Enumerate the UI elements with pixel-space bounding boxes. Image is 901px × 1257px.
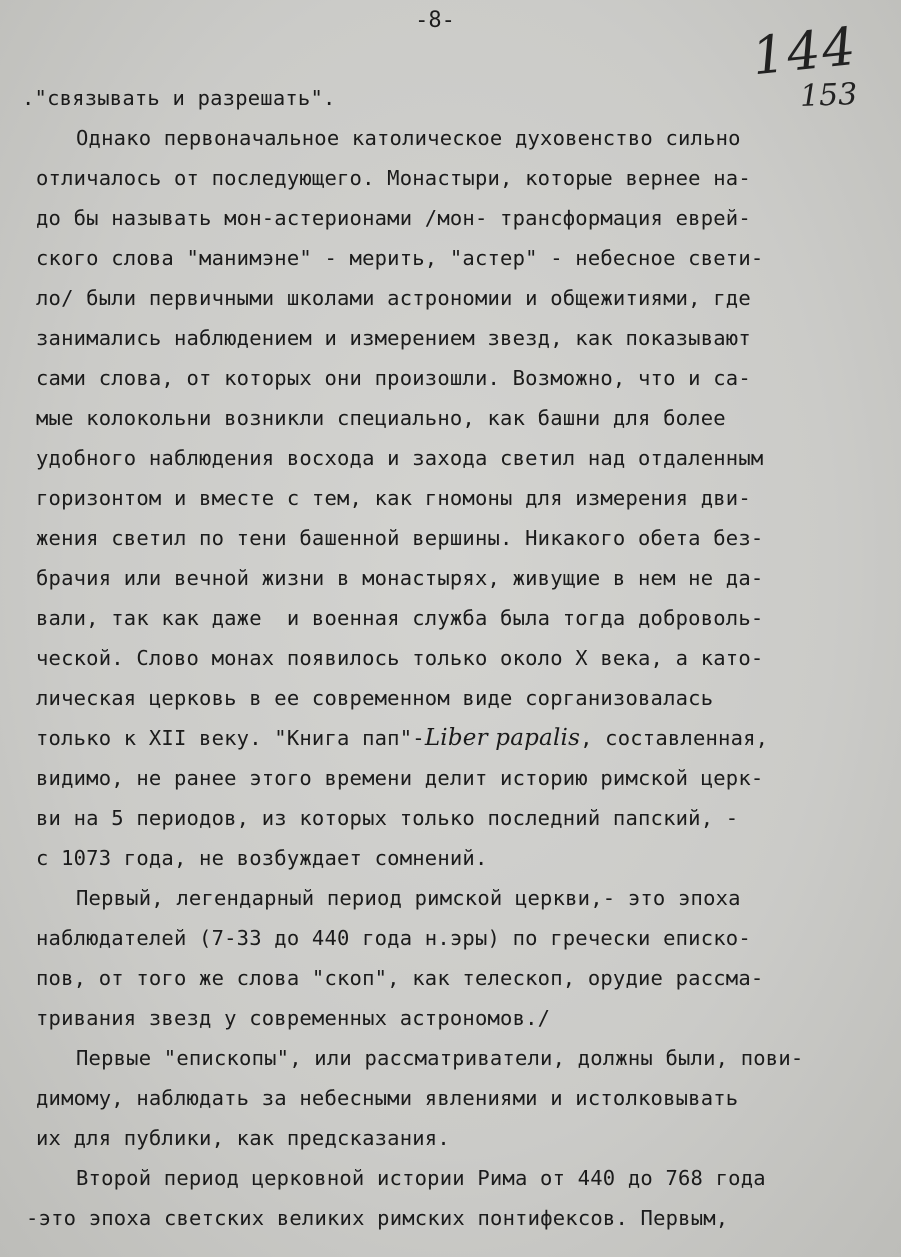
text-line: с 1073 года, не возбуждает сомнений. [36,846,488,870]
text-line: жения светил по тени башенной вершины. Никакого обета без- [36,526,764,550]
text-line: Первый, легендарный период римской церкви,- это эпоха [76,886,741,910]
text-line: лическая церковь в ее современном виде сорганизовалась [36,686,714,710]
archive-folio-number-secondary: 153 [799,77,858,114]
text-line: наблюдателей (7-33 до 440 года н.эры) по гречески еписко- [36,926,751,950]
text-line: тривания звезд у современных астрономов./ [36,1006,551,1030]
text-line: Первые "епископы", или рассматриватели, должны были, пови- [76,1046,804,1070]
text-line: вали, так как даже и военная служба была тогда доброволь- [36,606,764,630]
text-line: Однако первоначальное католическое духовенство сильно [76,126,741,150]
text-line: брачия или вечной жизни в монастырях, живущие в нем не да- [36,566,764,590]
text-line: ческой. Слово монах появилось только около X века, а като- [36,646,764,670]
text-line: ви на 5 периодов, из которых только последний папский, - [36,806,739,830]
text-line: сами слова, от которых они произошли. Возможно, что и са- [36,366,751,390]
text-line: димому, наблюдать за небесными явлениями и истолковывать [36,1086,739,1110]
text-line: Второй период церковной истории Рима от 440 до 768 года [76,1166,766,1190]
text-line-part: , составленная, [580,726,769,750]
text-line-with-insert [36,724,768,752]
text-line-part: только к XII веку. "Книга пап"- [36,726,425,750]
text-line: видимо, не ранее этого времени делит историю римской церк- [36,766,764,790]
text-line: -это эпоха светских великих римских понтифексов. Первым, [26,1206,729,1230]
handwritten-insert: Liber papalis [424,725,581,751]
page-number: -8- [415,8,455,33]
text-line: отличалось от последующего. Монастыри, которые вернее на- [36,166,751,190]
text-line: до бы называть мон-астерионами /мон- трансформация еврей- [36,206,751,230]
text-line: занимались наблюдением и измерением звезд, как показывают [36,326,751,350]
text-line: их для публики, как предсказания. [36,1126,450,1150]
text-line: ."связывать и разрешать". [22,86,336,110]
text-line: удобного наблюдения восхода и захода светил над отдаленным [36,446,764,470]
text-line: мые колокольни возникли специально, как башни для более [36,406,726,430]
text-line: ского слова "манимэне" - мерить, "астер" - небесное свети- [36,246,764,270]
text-line: пов, от того же слова "скоп", как телескоп, орудие рассма- [36,966,764,990]
archive-folio-number: 144 [749,16,861,88]
text-line: ло/ были первичными школами астрономии и общежитиями, где [36,286,751,310]
text-line: горизонтом и вместе с тем, как гномоны для измерения дви- [36,486,751,510]
